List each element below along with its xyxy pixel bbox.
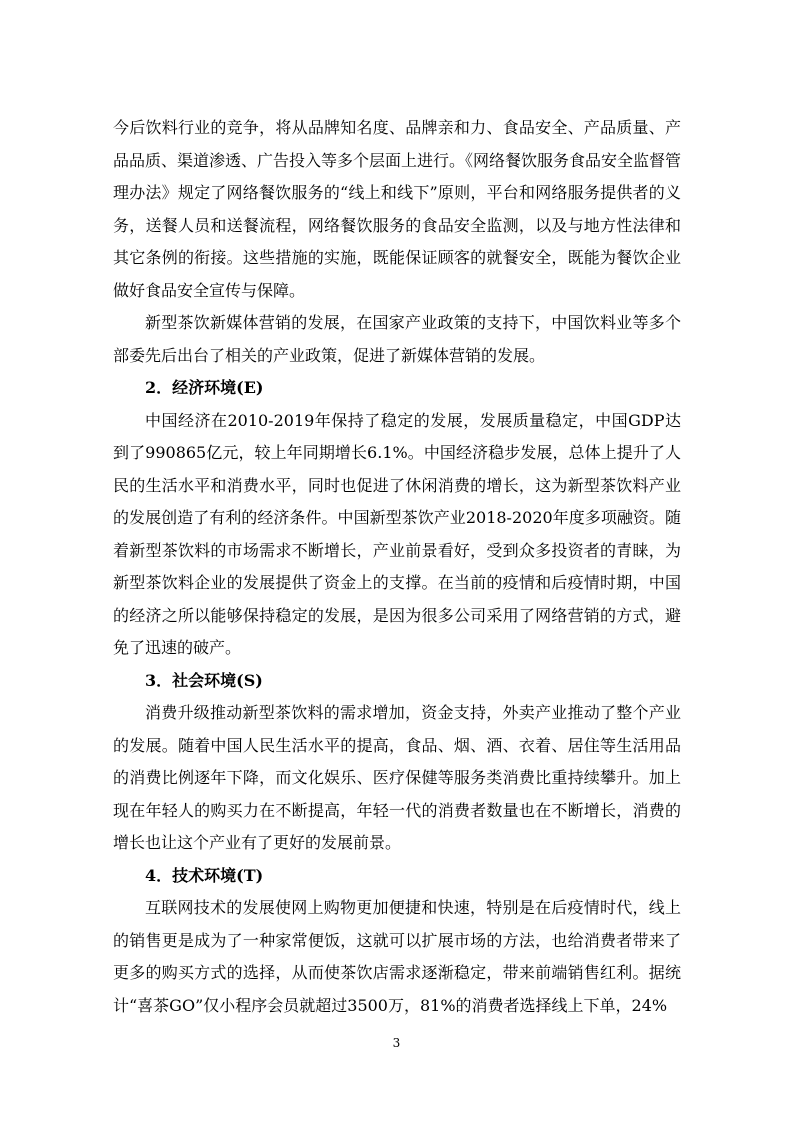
paragraph-technology-environment: 互联网技术的发展使网上购物更加便捷和快速，特别是在后疫情时代，线上的销售更是成为了一种家常便饭，这就可以扩展市场的方法，也给消费者带来了更多的购买方式的选择，从而使茶饮店需求逐渐稳定，带来前端销售红利。据统计“喜茶GO”仅小程序会员就超过3500万，81%的消费者选择线上下单，24% xyxy=(113,898,681,1015)
paragraph-new-media-marketing: 新型茶饮新媒体营销的发展，在国家产业政策的支持下，中国饮料业等多个部委先后出台了相关的产业政策，促进了新媒体营销的发展。 xyxy=(113,313,681,365)
section-heading-economic-environment: 2．经济环境(E) xyxy=(145,378,264,397)
paragraph-economic-environment: 中国经济在2010-2019年保持了稳定的发展，发展质量稳定，中国GDP达到了990865亿元，较上年同期增长6.1%。中国经济稳步发展，总体上提升了人民的生活水平和消费水平，同时也促进了休闲消费的增长，这为新型茶饮料产业的发展创造了有利的经济条件。中国新型茶饮产业2018-2020年度多项融资。随着新型茶饮料的市场需求不断增长，产业前景看好，受到众多投资者的青睐，为新型茶饮料企业的发展提供了资金上的支撑。在当前的疫情和后疫情时期，中国的经济之所以能够保持稳定的发展，是因为很多公司采用了网络营销的方式，避免了迅速的破产。 xyxy=(113,410,681,657)
page-number: 3 xyxy=(392,1036,401,1050)
paragraph-social-environment: 消费升级推动新型茶饮料的需求增加，资金支持，外卖产业推动了整个产业的发展。随着中国人民生活水平的提高，食品、烟、酒、衣着、居住等生活用品的消费比例逐年下降，而文化娱乐、医疗保健等服务类消费比重持续攀升。加上现在年轻人的购买力在不断提高，年轻一代的消费者数量也在不断增长，消费的增长也让这个产业有了更好的发展前景。 xyxy=(113,703,681,852)
section-heading-social-environment: 3．社会环境(S) xyxy=(145,670,263,690)
page-body xyxy=(113,112,681,1022)
section-heading-technology-environment: 4．技术环境(T) xyxy=(145,865,264,885)
paragraph-policy-continued: 今后饮料行业的竞争，将从品牌知名度、品牌亲和力、食品安全、产品质量、产品品质、渠道渗透、广告投入等多个层面上进行。《网络餐饮服务食品安全监督管理办法》规定了网络餐饮服务的“线上和线下”原则，平台和网络服务提供者的义务，送餐人员和送餐流程，网络餐饮服务的食品安全监测，以及与地方性法律和其它条例的衔接。这些措施的实施，既能保证顾客的就餐安全，既能为餐饮企业做好食品安全宣传与保障。 xyxy=(113,118,682,300)
